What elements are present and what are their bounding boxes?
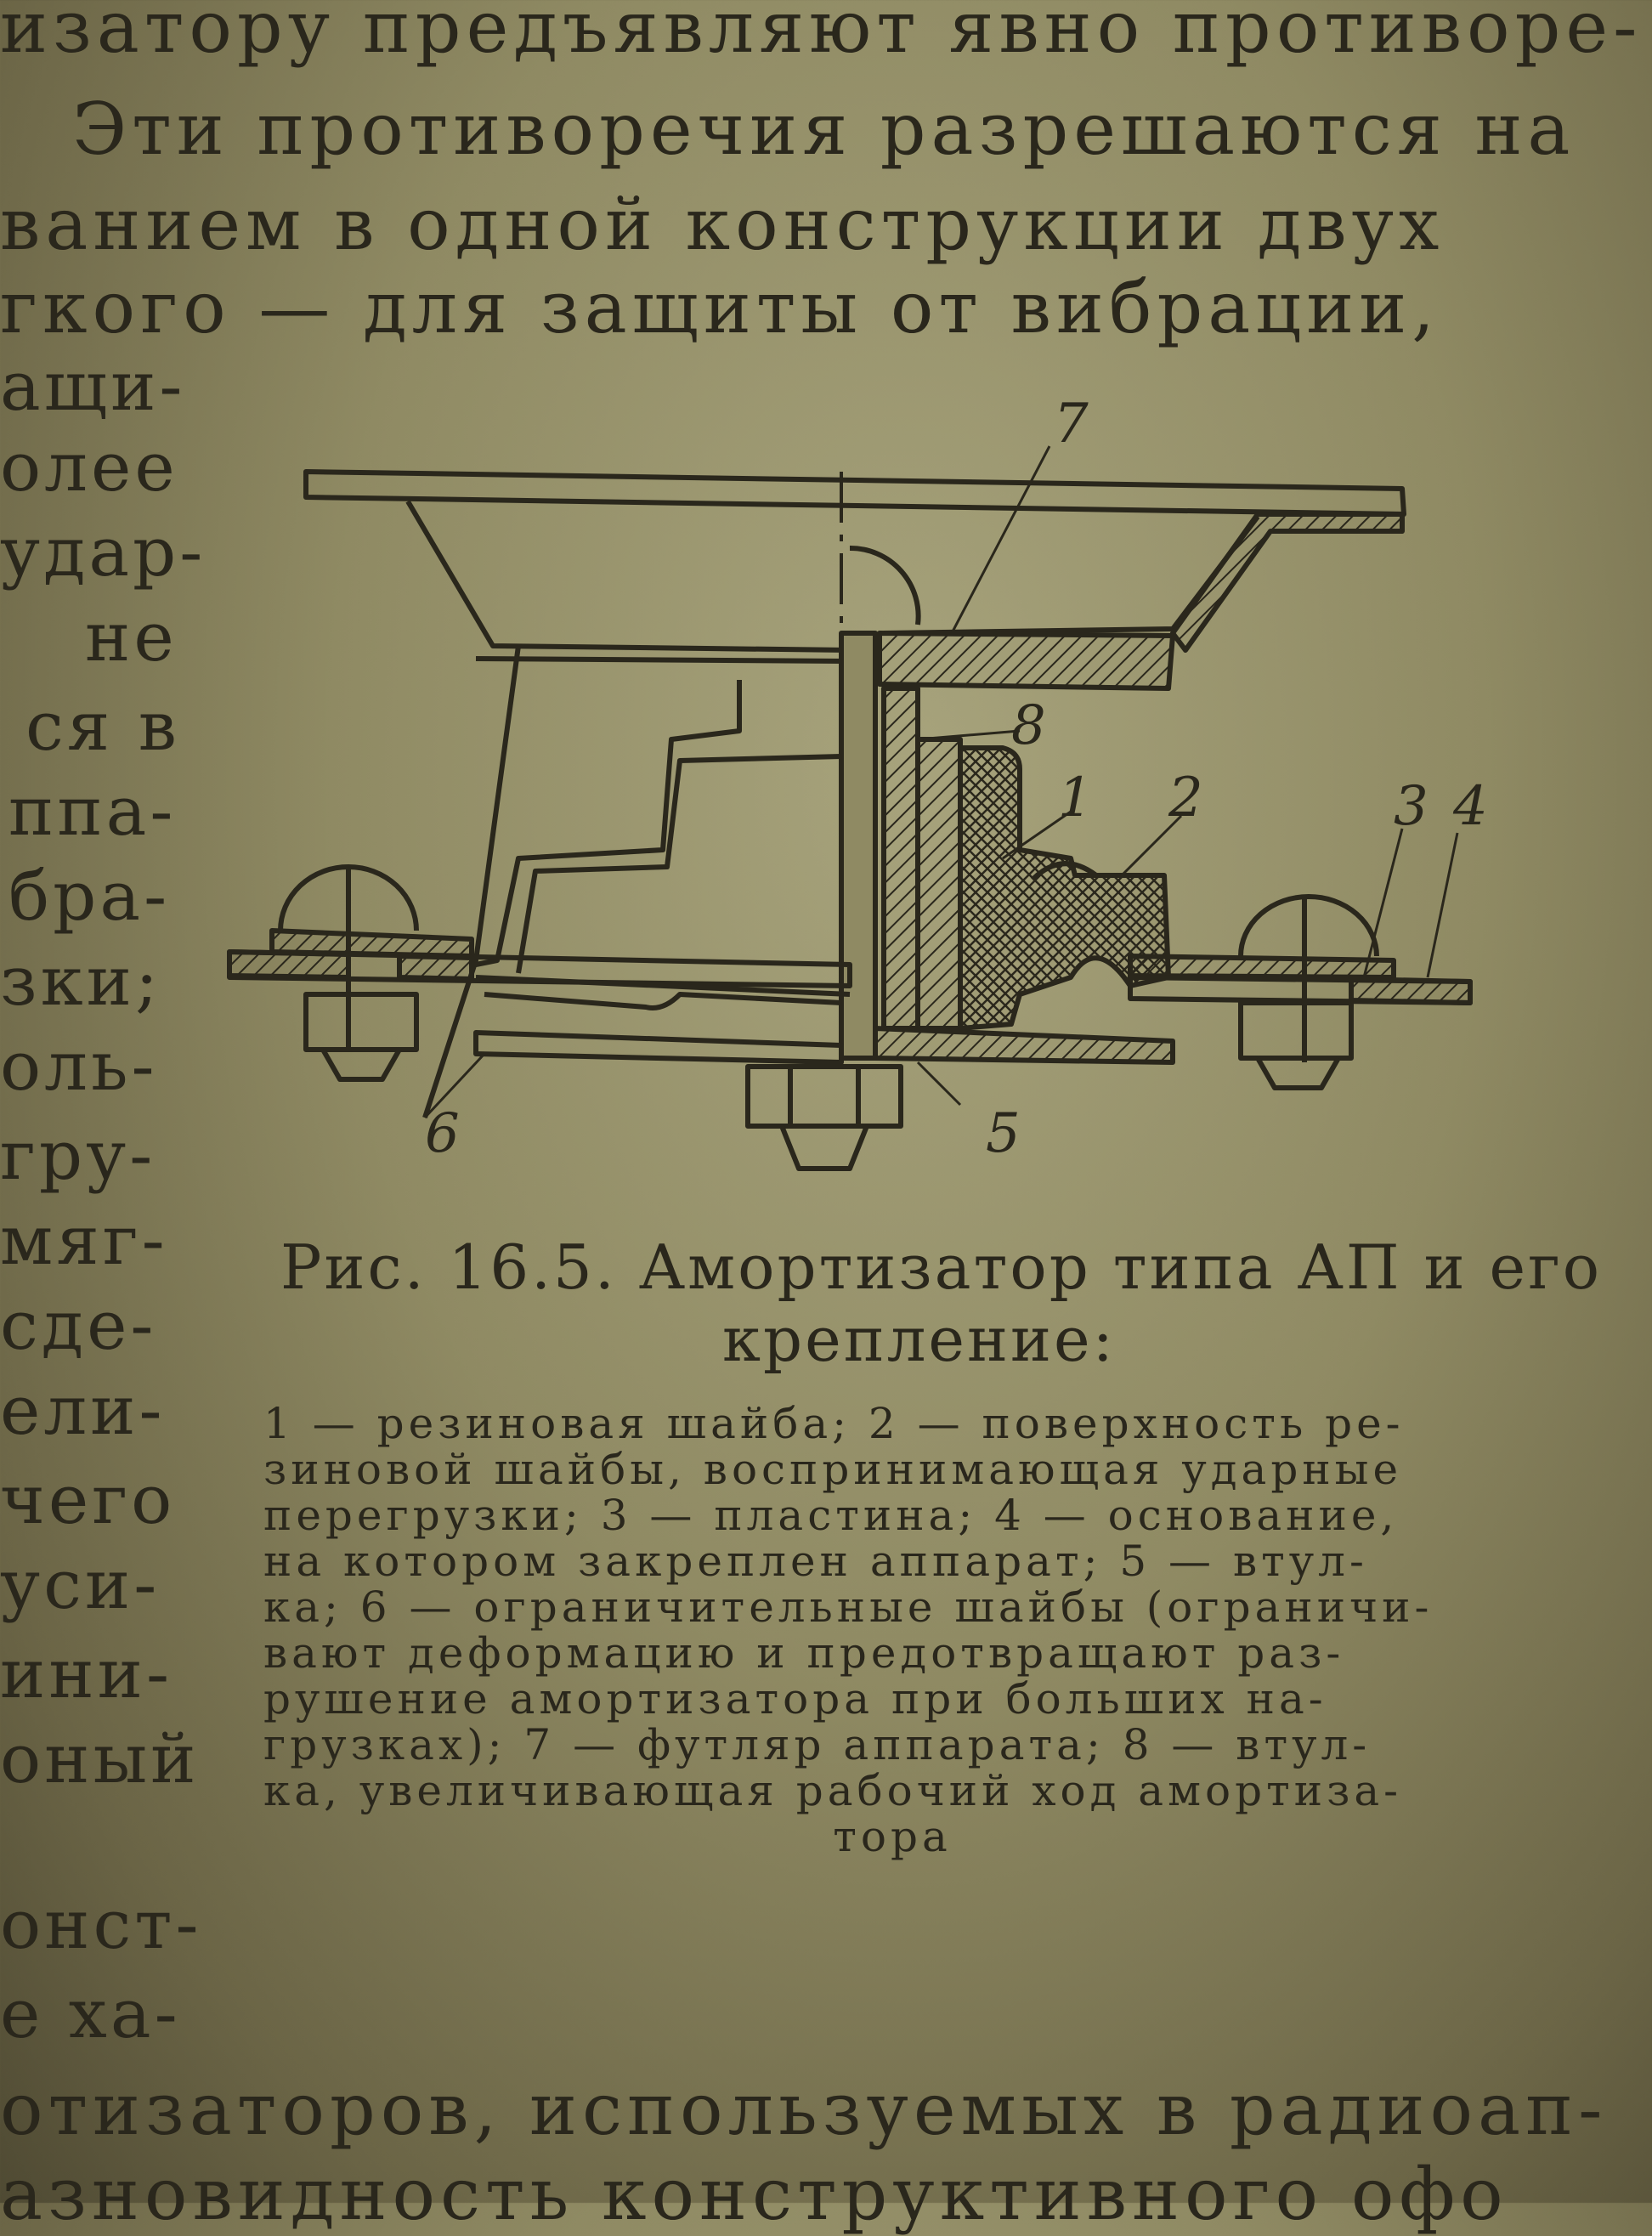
label-4: 4 xyxy=(1453,775,1488,838)
text-line: азновидность конструктивного офо xyxy=(0,2153,1508,2236)
legend-line: рушение амортизатора при больших на- xyxy=(263,1674,1327,1724)
figure-legend xyxy=(263,1401,1521,1860)
label-7: 7 xyxy=(1054,393,1089,456)
left-fragment: оль- xyxy=(0,1027,158,1106)
case-body xyxy=(408,501,850,650)
label-2: 2 xyxy=(1168,767,1203,829)
bushing-8 xyxy=(884,688,918,1028)
legend-line: зиновой шайбы, воспринимающая ударные xyxy=(263,1445,1403,1494)
left-fragment: ся в xyxy=(25,687,180,766)
figure-caption-title: крепление: xyxy=(722,1304,1116,1375)
left-fragment: чего xyxy=(0,1460,176,1539)
case-top-plate xyxy=(306,472,1404,514)
legend-line: тора xyxy=(833,1812,952,1861)
legend-line: 1 — резиновая шайба; 2 — поверхность ре- xyxy=(263,1399,1405,1448)
left-fragment: ащи- xyxy=(0,347,186,426)
legend-line: ка, увеличивающая рабочий ход амортиза- xyxy=(263,1766,1403,1815)
left-fragment: онст- xyxy=(0,1885,202,1964)
legend-line: грузках); 7 — футляр аппарата; 8 — втул- xyxy=(263,1720,1372,1769)
label-5: 5 xyxy=(986,1102,1021,1165)
case-bottom-hatched xyxy=(880,633,1173,688)
label-8: 8 xyxy=(1011,694,1046,757)
left-fragment: ини- xyxy=(0,1634,173,1713)
text-line: гкого — для защиты от вибрации, xyxy=(0,266,1440,349)
figure-caption-title: Рис. 16.5. Амортизатор типа АП и его xyxy=(280,1231,1603,1303)
label-1: 1 xyxy=(1058,767,1093,829)
plate-3 xyxy=(1130,956,1394,977)
left-fragment: ели- xyxy=(0,1371,166,1450)
legend-line: ка; 6 — ограничительные шайбы (ограничи- xyxy=(263,1582,1434,1632)
legend-line: перегрузки; 3 — пластина; 4 — основание, xyxy=(263,1491,1399,1540)
left-fragment: бра- xyxy=(8,857,171,936)
left-fragment: зки; xyxy=(0,942,161,1021)
text-line: Эти противоречия разрешаются на xyxy=(72,88,1576,171)
bushing-5 xyxy=(875,1028,1173,1062)
legend-line: вают деформацию и предотвращают раз- xyxy=(263,1628,1345,1678)
label-3: 3 xyxy=(1394,775,1429,838)
label-6: 6 xyxy=(425,1102,460,1165)
legend-line: на котором закреплен аппарат; 5 — втул- xyxy=(263,1537,1368,1586)
text-line: ванием в одной конструкции двух xyxy=(0,183,1445,266)
left-fragment: ппа- xyxy=(8,772,177,851)
left-fragment: удар- xyxy=(0,512,206,592)
case-hatched-wall xyxy=(1173,514,1402,650)
text-line: изатору предъявляют явно противоре- xyxy=(0,0,1643,69)
left-fragment: е ха- xyxy=(0,1974,181,2053)
left-fragment: оный xyxy=(0,1719,200,1798)
left-fragment: мяг- xyxy=(0,1201,168,1280)
left-fragment: уси- xyxy=(0,1545,161,1624)
left-fragment: олее xyxy=(0,427,178,507)
text-line: отизаторов, используемых в радиоап- xyxy=(0,2068,1608,2151)
left-fragment: гру- xyxy=(0,1116,156,1195)
left-fragment: не xyxy=(85,597,178,676)
left-fragment: сде- xyxy=(0,1286,157,1365)
